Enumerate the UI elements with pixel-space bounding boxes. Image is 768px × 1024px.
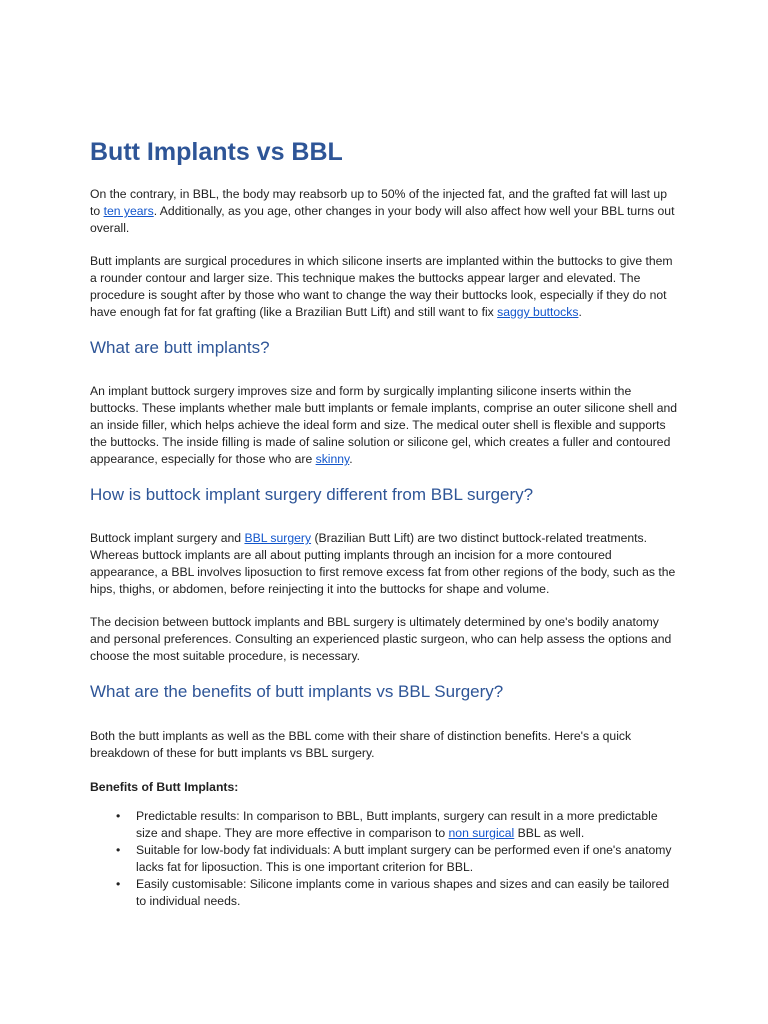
benefit-3-text: Easily customisable: Silicone implants come in various shapes and sizes and can easily be tailored to individual needs. — [136, 877, 670, 908]
bullet-icon: • — [116, 843, 121, 857]
section1-text-b: . — [349, 452, 353, 466]
benefit-1-text-b: BBL as well. — [514, 826, 585, 840]
intro-p1-text-b: . Additionally, as you age, other changes in your body will also affect how well your BBL turns out overall. — [90, 204, 675, 235]
ten-years-link[interactable]: ten years — [103, 204, 154, 218]
list-item — [90, 876, 680, 910]
section3-paragraph: Both the butt implants as well as the BBL come with their share of distinction benefits. Here's a quick breakdown of these for butt implants vs BBL surgery. — [90, 729, 632, 760]
section-heading-how-different: How is buttock implant surgery different from BBL surgery? — [90, 485, 534, 504]
skinny-link[interactable]: skinny — [315, 452, 350, 466]
benefit-1-text-a: Predictable results: In comparison to BBL, Butt implants, surgery can result in a more predictable size and shape. They are more effective in comparison to — [136, 809, 658, 840]
section-heading-what-are-butt-implants: What are butt implants? — [90, 338, 270, 357]
section1-paragraph — [90, 383, 680, 468]
section1-text-a: An implant buttock surgery improves size and form by surgically implanting silicone inserts within the buttocks. These implants whether male butt implants or female implants, comprise an outer silicone shell and an inside filler, which helps achieve the ideal form and size. The medical outer shell is flexible and supports the buttocks. The inside filling is made of saline solution or silicone gel, which creates a fuller and contoured appearance, especially for those who are — [90, 384, 678, 466]
intro-paragraph-2 — [90, 253, 680, 321]
bullet-icon: • — [116, 809, 121, 823]
saggy-buttocks-link[interactable]: saggy buttocks — [497, 305, 579, 319]
section2-p1-text-b: (Brazilian Butt Lift) are two distinct buttock-related treatments. Whereas buttock implants are all about putting implants through an incision for a more contoured appearance, a BBL involves liposuction to first remove excess fat from other regions of the body, such as the hips, thighs, or abdomen, before reinjecting it into the buttocks for shape and volume. — [90, 531, 676, 596]
section2-paragraph-1 — [90, 530, 680, 598]
intro-p2-text-a: Butt implants are surgical procedures in which silicone inserts are implanted within the buttocks to give them a rounder contour and larger size. This technique makes the buttocks appear larger and elevated. The procedure is sought after by those who want to change the way their buttocks look, especially if they do not have enough fat for fat grafting (like a Brazilian Butt Lift) and still want to fix — [90, 254, 673, 319]
bbl-surgery-link[interactable]: BBL surgery — [244, 531, 312, 545]
intro-p2-text-b: . — [578, 305, 582, 319]
benefits-list — [90, 808, 680, 910]
list-item — [90, 808, 680, 842]
bullet-icon: • — [116, 877, 121, 891]
page-title: Butt Implants vs BBL — [90, 138, 343, 166]
benefit-2-text: Suitable for low-body fat individuals: A butt implant surgery can be performed even if one's anatomy lacks fat for liposuction. This is one important criterion for BBL. — [136, 843, 672, 874]
section-heading-benefits: What are the benefits of butt implants vs BBL Surgery? — [90, 682, 504, 701]
non-surgical-link[interactable]: non surgical — [448, 826, 515, 840]
section2-p1-text-a: Buttock implant surgery and — [90, 531, 245, 545]
list-item — [90, 842, 680, 876]
section2-paragraph-2: The decision between buttock implants and BBL surgery is ultimately determined by one's bodily anatomy and personal preferences. Consulting an experienced plastic surgeon, who can help assess the options and choose the most suitable procedure, is necessary. — [90, 615, 672, 663]
intro-p1-text-a: On the contrary, in BBL, the body may reabsorb up to 50% of the injected fat, and the grafted fat will last up to — [90, 187, 667, 218]
benefits-label: Benefits of Butt Implants: — [90, 780, 239, 794]
intro-paragraph-1 — [90, 186, 680, 237]
